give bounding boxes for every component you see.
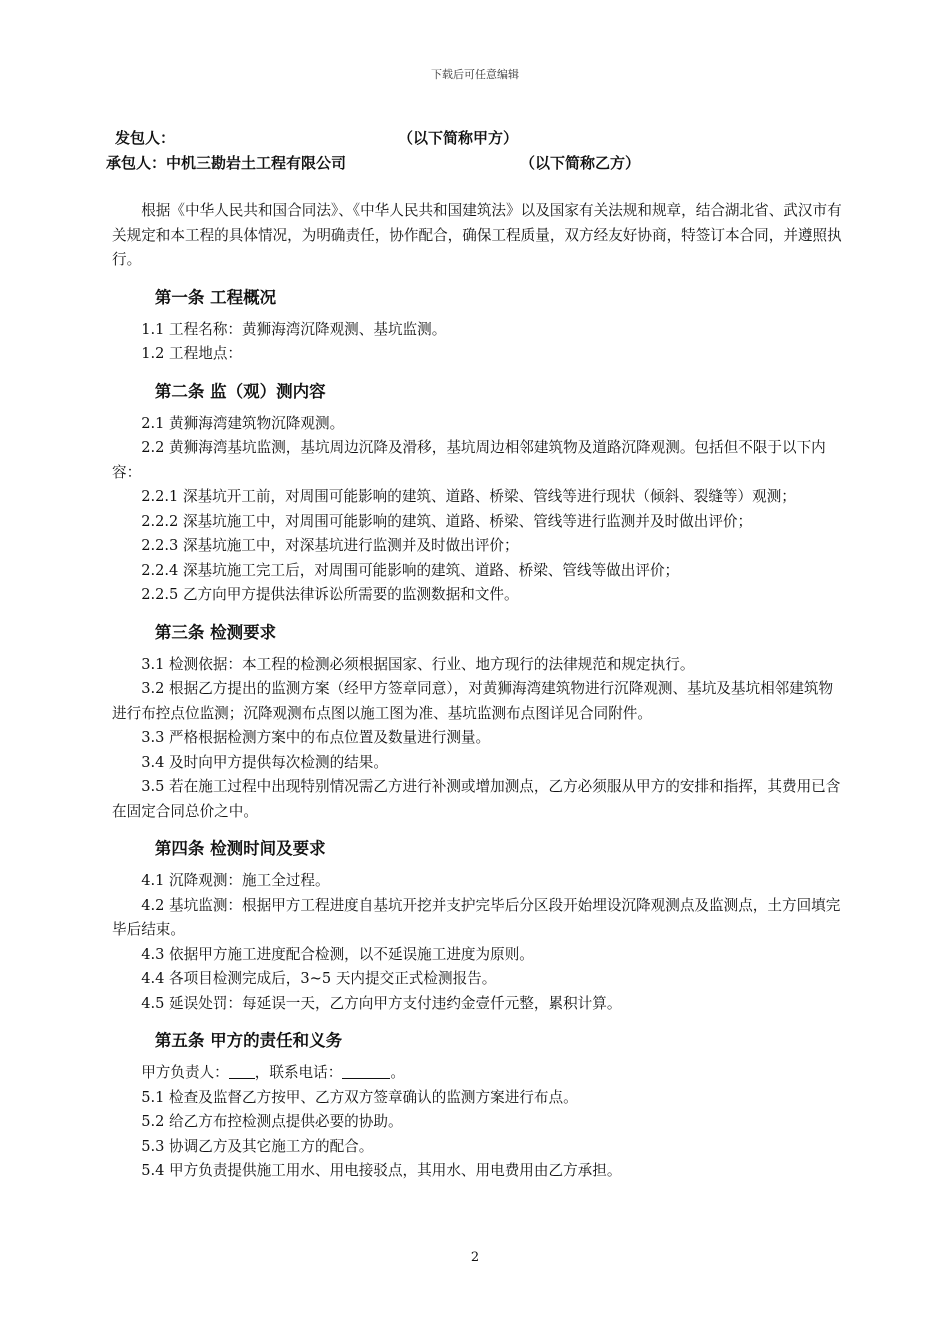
clause: 2.2.1 深基坑开工前，对周围可能影响的建筑、道路、桥梁、管线等进行现状（倾斜、裂缝等）观测； [141,488,796,505]
section-3 [112,622,842,825]
contact-label-c: 。 [390,1064,405,1081]
contact-line [112,1061,842,1086]
clause: 2.2.3 深基坑施工中，对深基坑进行监测并及时做出评价； [141,537,519,554]
intro-paragraph: 根据《中华人民共和国合同法》、《中华人民共和国建筑法》以及国家有关法规和规章，结合湖北省、武汉市有关规定和本工程的具体情况，为明确责任，协作配合，确保工程质量，双方经友好协商，特签订本合同，并遵照执行。 [112,202,842,268]
page-header: 下载后可任意编辑 [431,68,519,81]
section-title: 第五条 甲方的责任和义务 [154,1031,343,1050]
clause: 4.3 依据甲方施工进度配合检测，以不延误施工进度为原则。 [141,945,534,963]
clause: 4.1 沉降观测：施工全过程。 [141,872,330,889]
clause: 5.4 甲方负责提供施工用水、用电接驳点，其用水、用电费用由乙方承担。 [141,1162,622,1179]
section-title: 第三条 检测要求 [154,622,277,642]
contractor-label: 承包人：中机三勘岩土工程有限公司 [106,154,347,172]
clause: 4.2 基坑监测：根据甲方工程进度自基坑开挖并支护完毕后分区段开始埋设沉降观测点及监测点，土方回填完毕后结束。 [112,896,841,938]
page-number: 2 [470,1250,480,1265]
clause: 3.4 及时向甲方提供每次检测的结果。 [141,753,388,771]
clause: 3.1 检测依据：本工程的检测必须根据国家、行业、地方现行的法律规范和规定执行。 [141,655,695,673]
clause: 1.2 工程地点： [141,345,243,362]
contact-label-b: ，联系电话： [254,1064,343,1081]
section-2 [112,381,842,608]
clause: 2.2.5 乙方向甲方提供法律诉讼所需要的监测数据和文件。 [141,586,519,603]
clause: 1.1 工程名称：黄狮海湾沉降观测、基坑监测。 [141,320,447,338]
clause: 4.5 延误处罚：每延误一天，乙方向甲方支付违约金壹仟元整，累积计算。 [141,994,622,1012]
employer-note: （以下简称甲方） [398,129,519,147]
clause: 2.2.4 深基坑施工完工后，对周围可能影响的建筑、道路、桥梁、管线等做出评价； [141,561,680,579]
clause: 2.2 黄狮海湾基坑监测，基坑周边沉降及滑移，基坑周边相邻建筑物及道路沉降观测。包括但不限于以下内容： [112,439,826,481]
clause: 2.1 黄狮海湾建筑物沉降观测。 [141,414,345,432]
clause: 3.5 若在施工过程中出现特别情况需乙方进行补测或增加测点，乙方必须服从甲方的安排和指挥，其费用已含在固定合同总价之中。 [112,778,841,820]
section-title: 第二条 监（观）测内容 [154,381,326,401]
clause: 3.2 根据乙方提出的监测方案（经甲方签章同意），对黄狮海湾建筑物进行沉降观测、基坑及基坑相邻建筑物进行布控点位监测；沉降观测布点图以施工图为准、基坑监测布点图详见合同附件。 [112,680,834,722]
contractor-note: （以下简称乙方） [520,154,641,172]
clause: 5.1 检查及监督乙方按甲、乙方双方签章确认的监测方案进行布点。 [141,1088,578,1106]
blank-field [229,1062,255,1079]
section-title: 第四条 检测时间及要求 [154,839,326,858]
blank-field [342,1062,390,1079]
clause: 3.3 严格根据检测方案中的布点位置及数量进行测量。 [141,729,491,746]
clause: 5.2 给乙方布控检测点提供必要的协助。 [141,1113,403,1130]
section-title: 第一条 工程概况 [154,287,277,307]
clause: 4.4 各项目检测完成后，3~5 天内提交正式检测报告。 [141,970,497,987]
clause: 2.2.2 深基坑施工中，对周围可能影响的建筑、道路、桥梁、管线等进行监测并及时做出评价； [141,512,753,530]
contract-body [112,199,842,1184]
employer-label: 发包人： [115,129,176,147]
section-5 [112,1030,842,1184]
section-1 [112,287,842,367]
contact-label-a: 甲方负责人： [141,1064,229,1081]
section-4 [112,838,842,1016]
clause: 5.3 协调乙方及其它施工方的配合。 [141,1137,374,1155]
